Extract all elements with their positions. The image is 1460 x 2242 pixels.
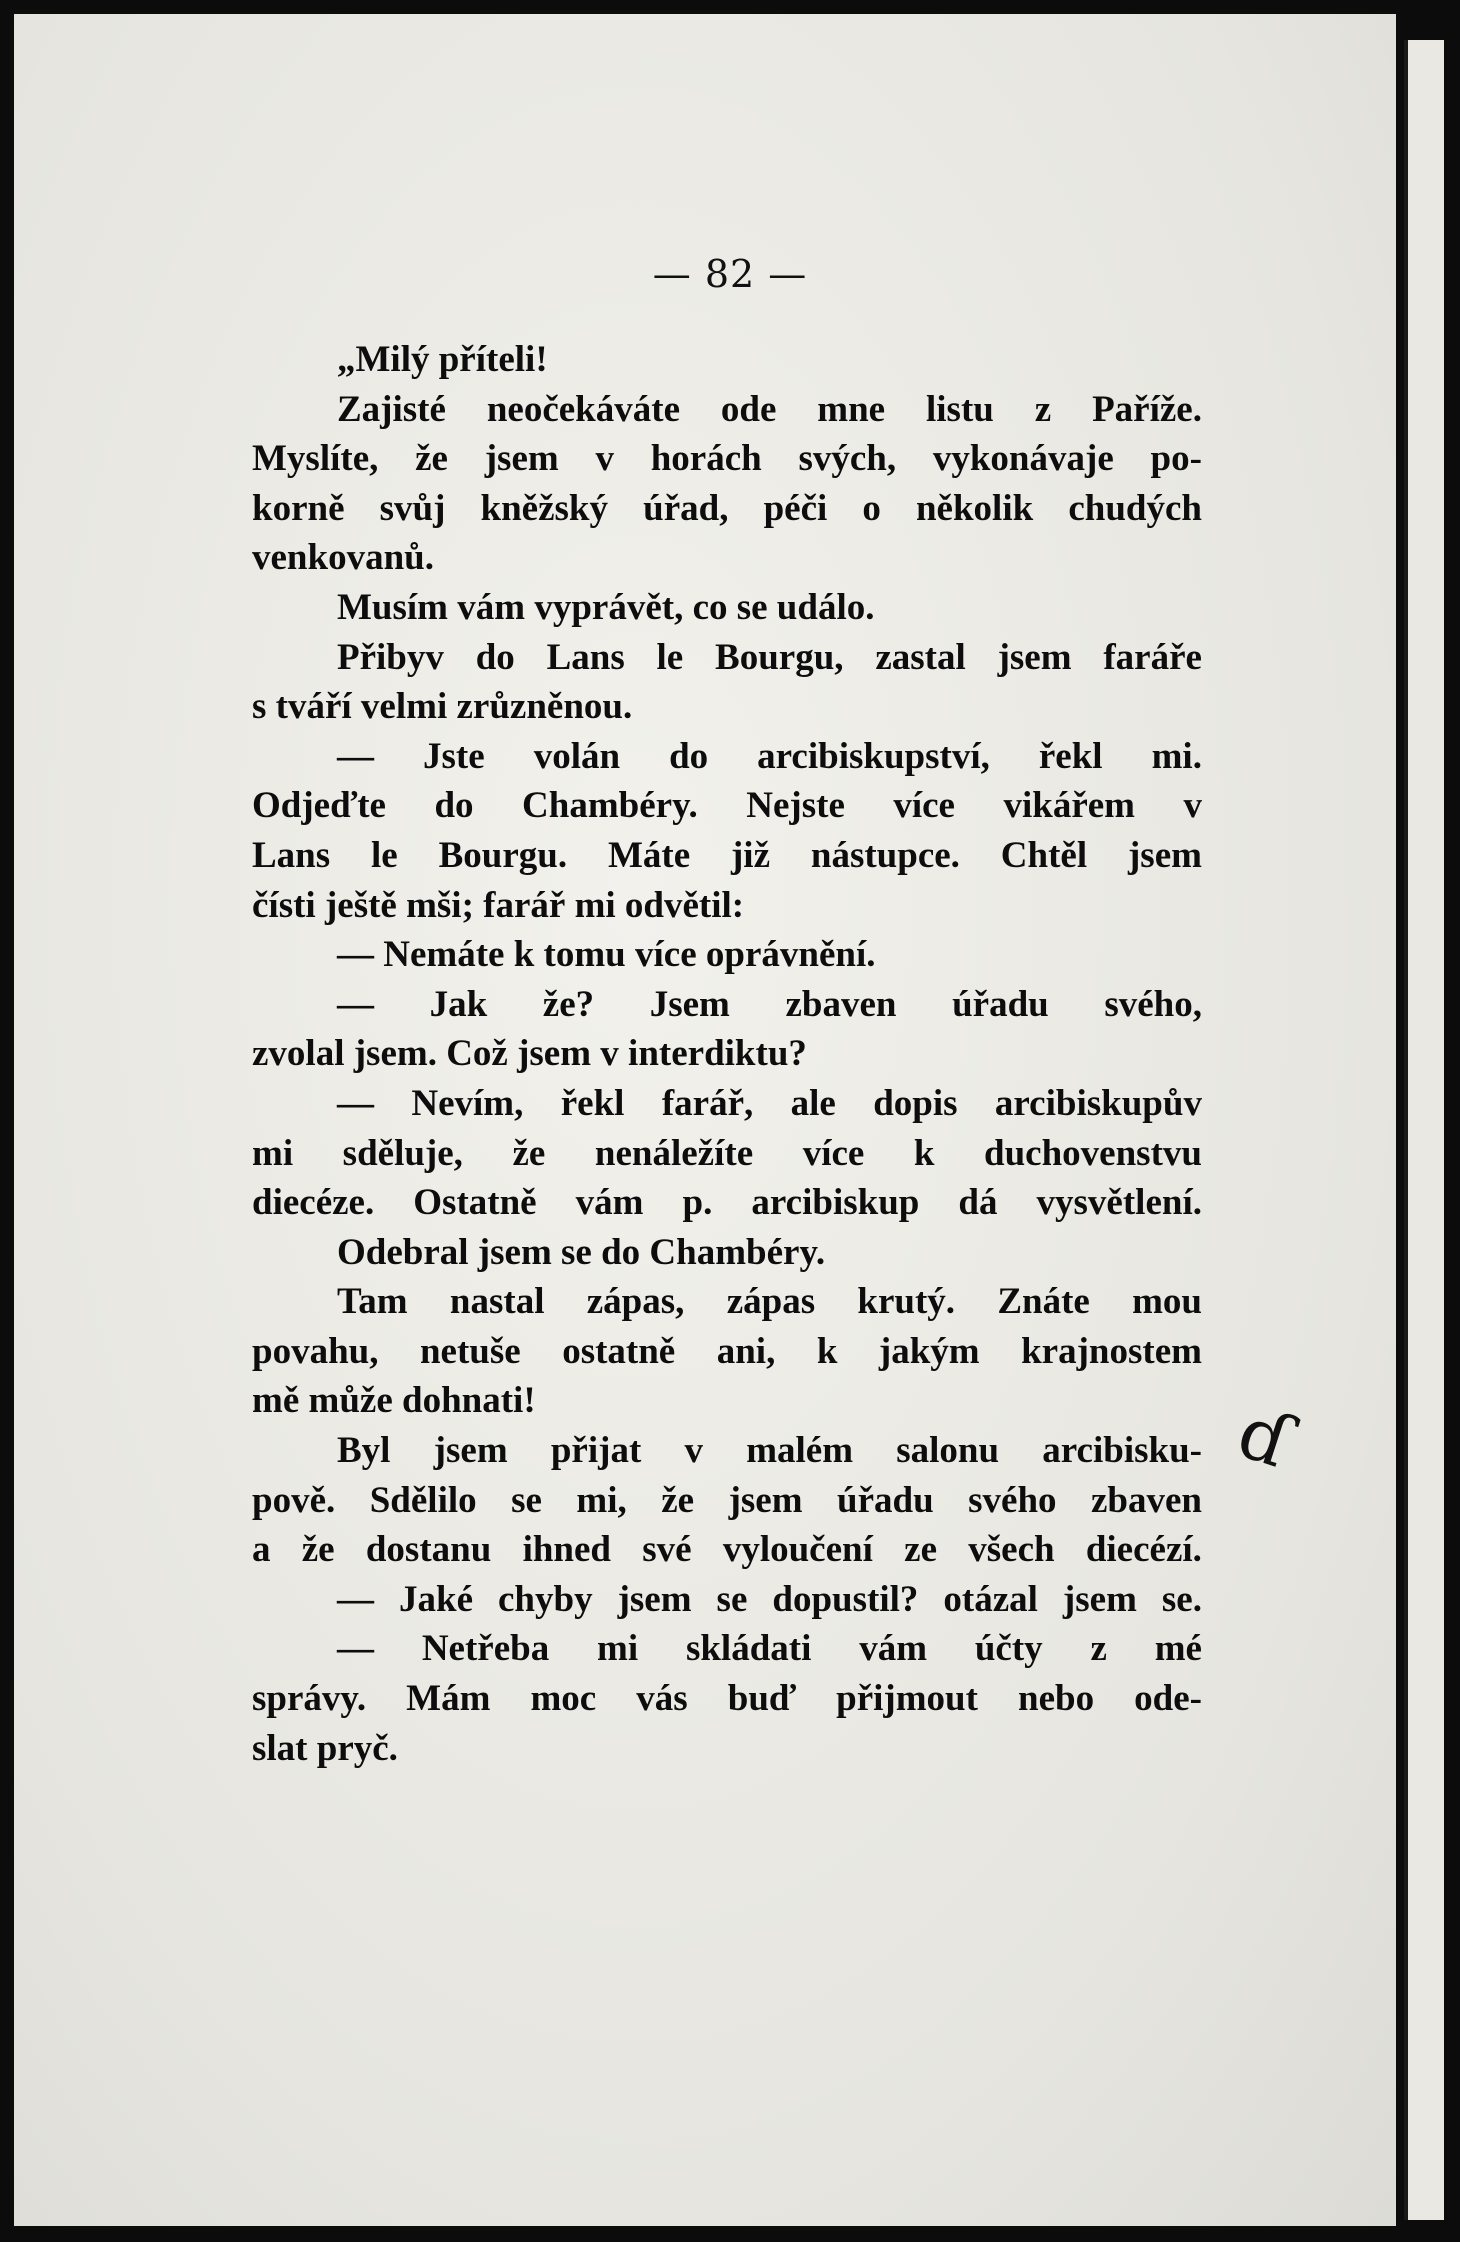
margin-pencil-mark: ɗ (1228, 1389, 1301, 1485)
text-line: — Netřeba mi skládati vám účty z mé (337, 1628, 1202, 1670)
text-line: Přibyv do Lans le Bourgu, zastal jsem faráře (337, 636, 1202, 678)
text-line: čísti ještě mši; farář mi odvětil: (252, 884, 745, 926)
text-line: — Nemáte k tomu více oprávnění. (337, 934, 876, 976)
text-line: slat pryč. (252, 1727, 398, 1769)
text-line: Myslíte, že jsem v horách svých, vykonávaje po- (252, 438, 1202, 480)
text-line: Odebral jsem se do Chambéry. (337, 1231, 826, 1273)
text-line: Lans le Bourgu. Máte již nástupce. Chtěl jsem (252, 834, 1202, 876)
adjacent-page-edge (1404, 40, 1444, 2220)
text-line: Tam nastal zápas, zápas krutý. Znáte mou (337, 1281, 1202, 1323)
text-line: — Jste volán do arcibiskupství, řekl mi. (337, 735, 1202, 777)
text-line: mě může dohnati! (252, 1380, 536, 1422)
text-line: venkovanů. (252, 537, 434, 579)
text-line: diecéze. Ostatně vám p. arcibiskup dá vysvětlení. (252, 1182, 1202, 1224)
text-line: pově. Sdělilo se mi, že jsem úřadu svého zbaven (252, 1479, 1202, 1521)
text-line: Byl jsem přijat v malém salonu arcibisku- (337, 1430, 1202, 1472)
text-line: Zajisté neočekáváte ode mne listu z Paříže. (337, 388, 1202, 430)
text-line: správy. Mám moc vás buď přijmout nebo ode- (252, 1678, 1202, 1720)
text-line: „Milý příteli! (337, 339, 548, 380)
body-text (252, 335, 1202, 1773)
page-number: — 82 — (652, 252, 808, 296)
text-line: a že dostanu ihned své vyloučení ze všech diecézí. (252, 1529, 1202, 1571)
text-line: povahu, netuše ostatně ani, k jakým krajnostem (252, 1330, 1202, 1372)
text-line: — Nevím, řekl farář, ale dopis arcibiskupův (337, 1082, 1202, 1124)
text-line: Musím vám vyprávět, co se událo. (337, 586, 875, 628)
text-line: korně svůj kněžský úřad, péči o několik chudých (252, 487, 1202, 529)
text-line: Odjeďte do Chambéry. Nejste více vikářem v (252, 785, 1202, 827)
text-line: — Jak že? Jsem zbaven úřadu svého, (337, 983, 1202, 1025)
text-line: mi sděluje, že nenáležíte více k duchovenstvu (252, 1132, 1202, 1174)
text-line: — Jaké chyby jsem se dopustil? otázal jsem se. (337, 1578, 1202, 1620)
text-line: s tváří velmi zrůzněnou. (252, 686, 633, 728)
text-line: zvolal jsem. Což jsem v interdiktu? (252, 1033, 807, 1075)
